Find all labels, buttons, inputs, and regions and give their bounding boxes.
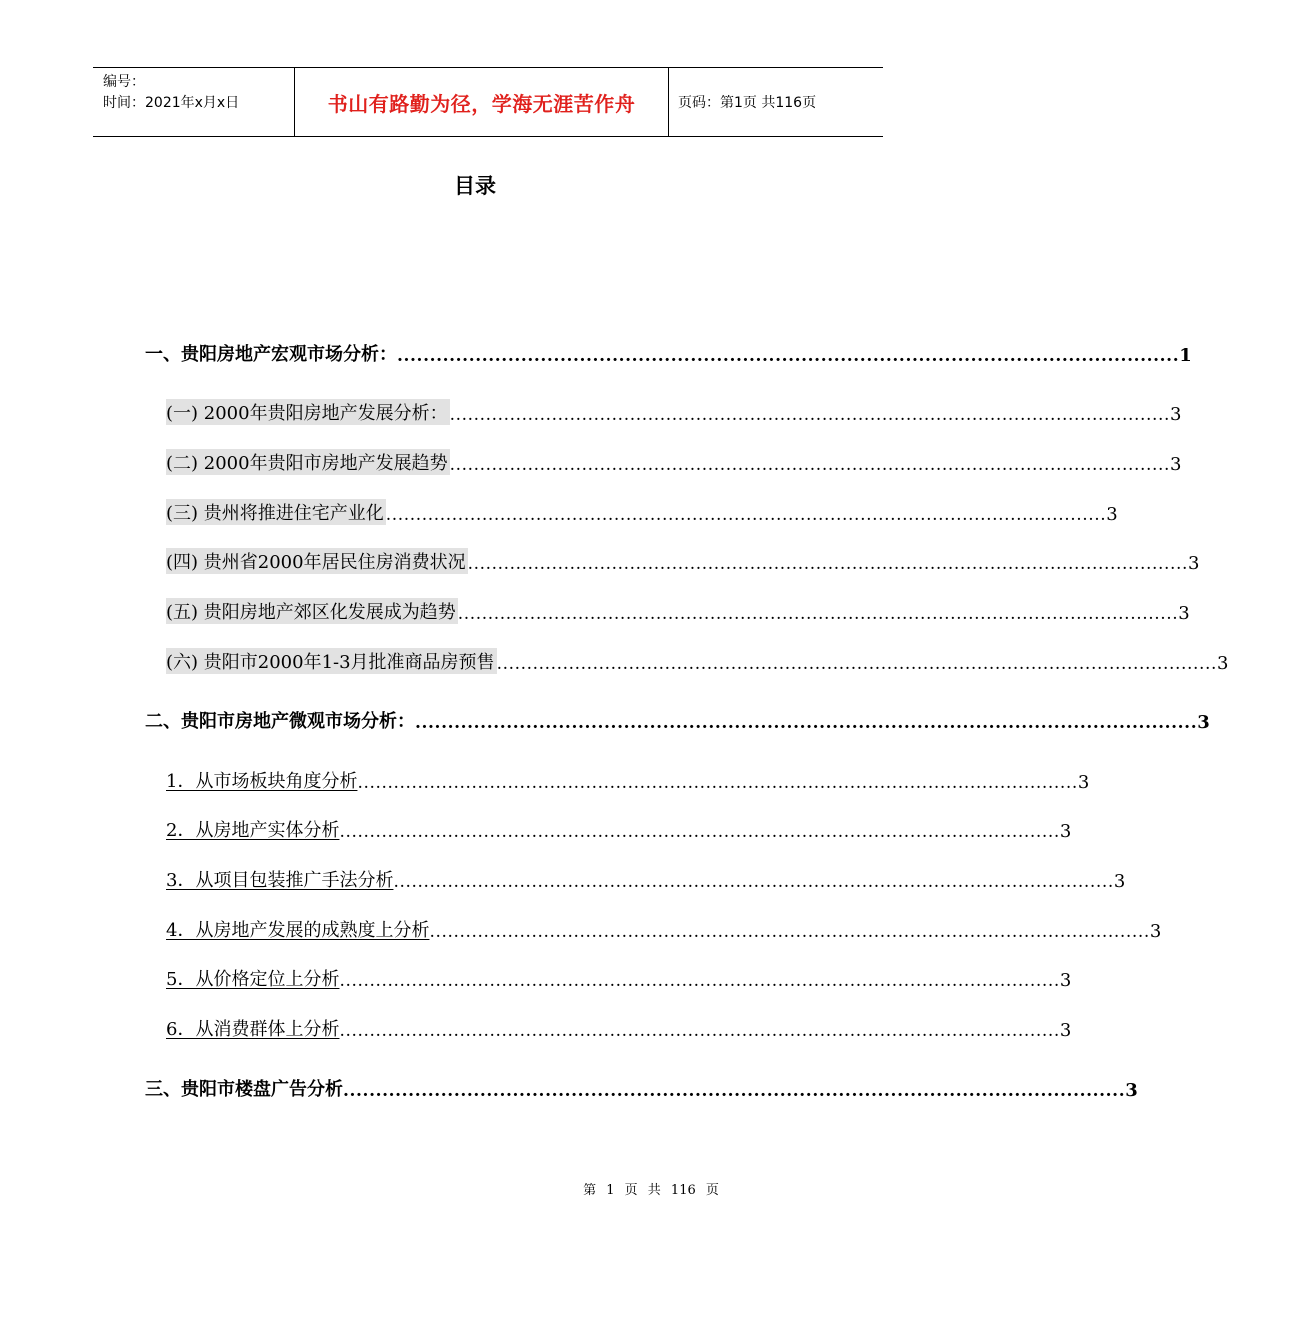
toc-entry[interactable] [166,497,1118,525]
toc-leader-dots: ........................................................................................................................ [467,554,1189,574]
toc-entry[interactable] [166,914,1162,942]
toc-entry[interactable] [166,765,1090,793]
toc-entry-page: 1 [1179,345,1192,366]
toc-entry-text: 4．从房地产发展的成熟度上分析 [166,920,430,941]
toc-entry[interactable] [166,596,1190,624]
toc-entry[interactable] [166,546,1200,574]
toc-entry-text: 5．从价格定位上分析 [166,969,340,990]
toc-leader-dots: ........................................................................................................................ [429,922,1150,942]
toc-entry-page: 3 [1188,553,1200,574]
toc-entry-page: 3 [1059,821,1072,842]
toc-leader-dots: ........................................................................................................................ [339,1021,1060,1041]
toc-entry-page: 3 [1077,772,1090,793]
toc-entry-text: 1．从市场板块角度分析 [166,771,358,792]
toc-entry[interactable] [166,814,1072,842]
toc-entry-text: 2．从房地产实体分析 [166,820,340,841]
header-time-label: 时间：2021年x月x日 [103,95,240,111]
toc-entry[interactable] [166,397,1182,425]
header-meta [93,68,295,136]
toc-entry-page: 3 [1059,970,1072,991]
toc-entry-text: (六) 贵阳市2000年1-3月批准商品房预售 [166,648,497,674]
toc-entry-text: 二、贵阳市房地产微观市场分析： [145,711,415,732]
header-page-label: 页码：第1页 共116页 [678,95,817,111]
header-page-cell [669,68,883,136]
toc-leader-dots: ........................................................................................................................ [397,346,1180,366]
toc-leader-dots: ........................................................................................................................ [343,1081,1126,1101]
toc-entry[interactable] [145,338,1192,366]
toc-entry-page: 3 [1106,504,1118,525]
toc-entry-text: (五) 贵阳房地产郊区化发展成为趋势 [166,598,458,624]
toc-entry[interactable] [145,1073,1138,1101]
toc-entry-page: 3 [1178,603,1190,624]
toc-entry-page: 3 [1197,712,1210,733]
toc-entry[interactable] [145,705,1210,733]
toc-entry-text: (四) 贵州省2000年居民住房消费状况 [166,548,468,574]
toc-entry-text: 3．从项目包装推广手法分析 [166,870,394,891]
toc-leader-dots: ........................................................................................................................ [385,505,1107,525]
toc-entry[interactable] [166,864,1126,892]
toc-entry[interactable] [166,963,1072,991]
toc-entry-text: 一、贵阳房地产宏观市场分析： [145,344,397,365]
header-motto-cell [295,68,669,136]
toc-leader-dots: ........................................................................................................................ [393,872,1114,892]
toc-entry-page: 3 [1217,653,1229,674]
toc-entry-page: 3 [1125,1080,1138,1101]
toc-entry-page: 3 [1170,404,1182,425]
toc-entry[interactable] [166,646,1229,674]
document-title: 目录 [454,174,496,198]
toc-leader-dots: ........................................................................................................................ [339,971,1060,991]
toc-leader-dots: ........................................................................................................................ [415,713,1198,733]
toc-entry[interactable] [166,447,1182,475]
page-footer: 第 1 页 共 116 页 [583,1183,719,1198]
toc-entry-text: (一) 2000年贵阳房地产发展分析： [166,399,450,425]
toc-leader-dots: ........................................................................................................................ [339,822,1060,842]
toc-entry-page: 3 [1149,921,1162,942]
toc-entry-text: 三、贵阳市楼盘广告分析 [145,1079,343,1100]
header-motto: 书山有路勤为径，学海无涯苦作舟 [327,91,636,116]
toc-entry[interactable] [166,1013,1072,1041]
toc-leader-dots: ........................................................................................................................ [357,773,1078,793]
toc-leader-dots: ........................................................................................................................ [449,405,1171,425]
toc-leader-dots: ........................................................................................................................ [496,654,1218,674]
page-header [93,67,883,137]
toc-entry-text: (三) 贵州将推进住宅产业化 [166,499,386,525]
toc-entry-text: (二) 2000年贵阳市房地产发展趋势 [166,449,450,475]
toc-entry-text: 6．从消费群体上分析 [166,1019,340,1040]
toc-leader-dots: ........................................................................................................................ [449,455,1171,475]
toc-leader-dots: ........................................................................................................................ [457,604,1179,624]
toc-entry-page: 3 [1059,1020,1072,1041]
toc-entry-page: 3 [1113,871,1126,892]
header-number-label: 编号： [103,74,145,90]
toc-entry-page: 3 [1170,454,1182,475]
